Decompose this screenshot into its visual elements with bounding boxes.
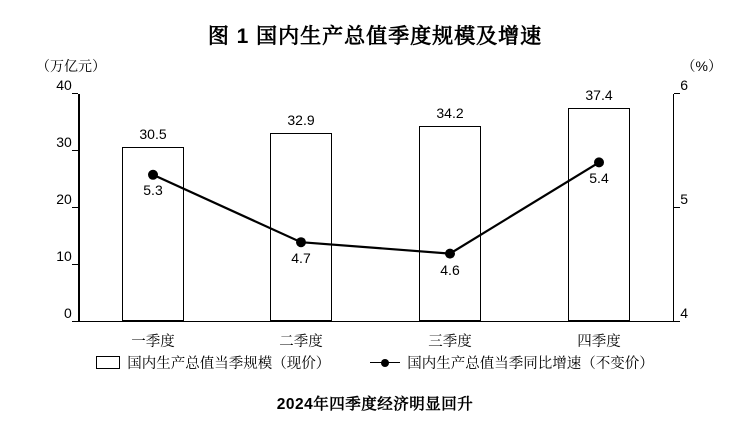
x-axis-category-label-q2: 二季度	[279, 334, 323, 350]
y-axis-left-tick-label: 0	[63, 305, 72, 321]
y-axis-right-tick	[674, 305, 689, 323]
plot-area	[56, 77, 689, 350]
y-axis-left-tick-label: 10	[56, 248, 72, 264]
y-axis-right-tick-label: 4	[680, 305, 689, 321]
x-axis-category-label-q1: 一季度	[131, 334, 175, 350]
growth-rate-point-q4	[594, 157, 604, 167]
x-axis-category-label-q3: 三季度	[428, 334, 472, 350]
y-axis-right-tick	[674, 77, 689, 95]
y-axis-left-tick-label: 20	[56, 191, 72, 207]
legend-bar-swatch-icon	[96, 356, 120, 369]
chart-caption: 2024年四季度经济明显回升	[276, 396, 474, 413]
legend-label-line-series: 国内生产总值当季同比增速（不变价）	[407, 356, 654, 372]
line-value-label-q4: 5.4	[589, 170, 609, 186]
line-value-label-q2: 4.7	[291, 250, 311, 266]
legend-item-line-series	[370, 352, 654, 373]
y-axis-left-unit-label: （万亿元）	[36, 58, 106, 74]
y-axis-left-tick-label: 30	[56, 134, 72, 150]
line-value-label-q3: 4.6	[440, 262, 460, 278]
y-axis-right-unit-label: （%）	[681, 58, 722, 74]
chart-legend	[0, 352, 750, 373]
y-axis-right-tick-label: 6	[680, 77, 689, 93]
bar-value-label-q3: 34.2	[436, 105, 464, 121]
growth-rate-point-q2	[296, 237, 306, 247]
y-axis-right-tick-label: 5	[680, 191, 689, 207]
y-axis-left-tick-label: 40	[56, 77, 72, 93]
y-axis-right-tick	[674, 191, 689, 209]
bar-value-label-q2: 32.9	[287, 112, 315, 128]
legend-label-bar-series: 国内生产总值当季规模（现价）	[127, 356, 331, 372]
growth-rate-point-q1	[148, 170, 158, 180]
line-value-label-q1: 5.3	[143, 182, 163, 198]
growth-rate-polyline	[153, 162, 599, 253]
line-series-growth-rate	[78, 94, 674, 322]
legend-item-bar-series	[96, 352, 330, 373]
bar-value-label-q1: 30.5	[139, 126, 167, 142]
x-axis-category-label-q4: 四季度	[577, 334, 621, 350]
legend-line-swatch-icon	[370, 357, 400, 369]
chart-title: 图 1 国内生产总值季度规模及增速	[207, 25, 543, 48]
growth-rate-point-q3	[445, 249, 455, 259]
bar-value-label-q4: 37.4	[585, 87, 613, 103]
